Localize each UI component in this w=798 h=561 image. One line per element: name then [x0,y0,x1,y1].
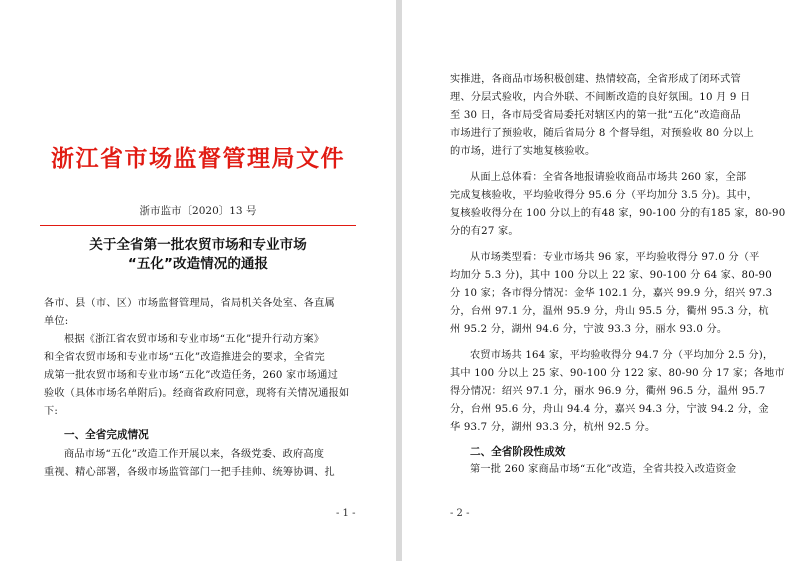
section-heading-2: 二、全省阶段性成效 [470,446,566,458]
document-page-2 [402,0,798,561]
body-line: 农贸市场共 164 家，平均验收得分 94.7 分（平均加分 2.5 分)， [470,350,774,361]
intro-line: 和全省农贸市场和专业市场“五化”改造推进会的要求，全省完 [44,352,325,363]
issuer-title: 浙江省市场监督管理局文件 [51,145,345,172]
section1-line: 商品市场“五化”改造工作开展以来，各级党委、政府高度 [64,449,325,460]
section1-line: 重视、精心部署，各级市场监管部门一把手挂帅、统筹协调、扎 [44,467,335,478]
addressee-line-1: 各市、县（市、区）市场监督管理局，省局机关各处室、各直属 [44,298,335,309]
document-page-1 [0,0,396,561]
intro-line: 验收（具体市场名单附后)。经商省政府同意，现将有关情况通报如 [44,388,350,399]
body-line: 分 10 家；各市得分情况：金华 102.1 分，嘉兴 99.9 分，绍兴 97.3 [450,288,773,299]
body-line: 完成复核验收，平均验收得分 95.6 分（平均加分 3.5 分)。其中， [450,190,758,201]
body-line: 的市场，进行了实地复核验收。 [450,146,596,157]
body-line: 市场进行了预验收，随后省局分 8 个督导组，对预验收 80 分以上 [450,128,754,139]
subject-line-1: 关于全省第一批农贸市场和专业市场 [89,237,307,253]
section2-line: 第一批 260 家商品市场“五化”改造，全省共投入改造资金 [470,464,737,475]
body-line: 复核验收得分在 100 分以上的有48 家，90-100 分的有185 家，80-90 [450,208,786,219]
intro-line: 根据《浙江省农贸市场和专业市场“五化”提升行动方案》 [64,334,325,345]
body-line: 实推进，各商品市场积极创建、热情较高，全省形成了闭环式管 [450,74,741,85]
body-line: 从面上总体看：全省各地报请验收商品市场共 260 家，全部 [470,172,747,183]
body-line: 得分情况：绍兴 97.1 分，丽水 96.9 分，衢州 96.5 分，温州 95.7 [450,386,766,397]
body-line: 从市场类型看：专业市场共 96 家，平均验收得分 97.0 分（平 [470,252,760,263]
intro-line: 下: [44,406,59,417]
section-heading-1: 一、全省完成情况 [64,429,149,441]
body-line: 至 30 日，各市局受省局委托对辖区内的第一批“五化”改造商品 [450,110,741,121]
page-number: - 1 - [336,508,356,519]
addressee-line-2: 单位: [44,316,69,327]
body-line: 分，台州 95.6 分，舟山 94.4 分，嘉兴 94.3 分，宁波 94.2 分，金 [450,404,769,415]
body-line: 均加分 5.3 分)，其中 100 分以上 22 家、90-100 分 64 家、80-90 [450,270,772,281]
page-number: - 2 - [450,508,470,519]
body-line: 理、分层式验收，内合外联、不间断改造的良好氛围。10 月 9 日 [450,92,751,103]
document-number: 浙市监市〔2020〕13 号 [139,205,257,217]
body-line: 州 95.2 分，湖州 94.6 分，宁波 93.3 分，丽水 93.0 分。 [450,324,728,335]
body-line: 其中 100 分以上 25 家、90-100 分 122 家、80-90 分 17 家；各地市 [450,368,785,379]
body-line: 分的有27 家。 [450,226,519,237]
body-line: 华 93.7 分，湖州 93.3 分，杭州 92.5 分。 [450,422,656,433]
body-line: 分，台州 97.1 分，温州 95.9 分，舟山 95.5 分，衢州 95.3 分，杭 [450,306,769,317]
subject-line-2: “五化”改造情况的通报 [127,256,269,272]
intro-line: 成第一批农贸市场和专业市场“五化”改造任务，260 家市场通过 [44,370,338,381]
red-divider-line [40,225,356,226]
